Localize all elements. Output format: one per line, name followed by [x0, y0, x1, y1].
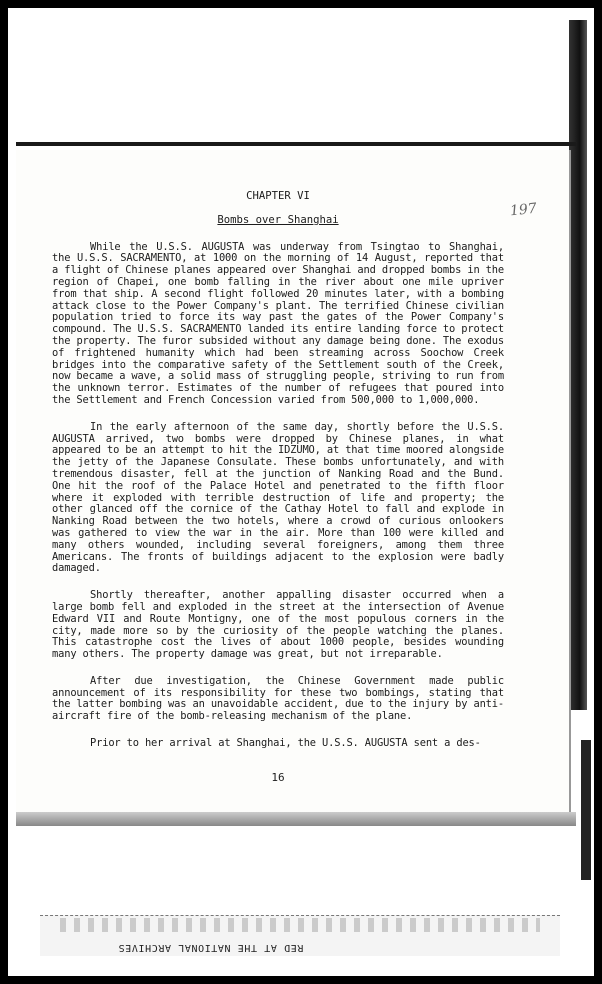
- paragraph: Shortly thereafter, another appalling disaster occurred when a large bomb fell and exploded in the street at the intersection of Avenue Edward VII and Route Montigny, one of the most populous corners in the city, made more so by the curiosity of the people watching the planes. This catastrophe cost the lives of about 1000 people, besides wounding many others. The property damage was great, but not irreparable.: [52, 589, 504, 661]
- previous-page-edge: [16, 142, 576, 146]
- chapter-heading: CHAPTER VI: [246, 190, 310, 202]
- binding-shadow: [569, 20, 587, 710]
- archive-stamp-marks: [60, 918, 540, 932]
- chapter-title: Bombs over Shanghai: [217, 213, 339, 226]
- paragraph-continued: Prior to her arrival at Shanghai, the U.S.S. AUGUSTA sent a des-: [90, 737, 481, 750]
- paragraph: In the early afternoon of the same day, shortly before the U.S.S. AUGUSTA arrived, two bombs were dropped by Chinese planes, in what appeared to be an attempt to hit the IDZUMO, at that time moored alongside the jetty of the Japanese Consulate. These bombs unfortunately, and with tremendous disaster, fell at the junction of Nanking Road and the Bund. One hit the roof of the Palace Hotel and penetrated to the fifth floor where it exploded with terrible destruction of life and property; the other glanced off the cornice of the Cathay Hotel to fall and explode in Nanking Road between the two hotels, where a crowd of curious onlookers was gathered to view the war in the air. More than 100 were killed and many others wounded, including several foreigners, among them three Americans. The fronts of buildings adjacent to the explosion were badly damaged.: [52, 420, 504, 575]
- paragraph: After due investigation, the Chinese Government made public announcement of its responsibility for these two bombings, stating that the latter bombing was an unavoidable accident, due to the injury by anti-aircraft fire of the bomb-releasing mechanism of the plane.: [52, 674, 504, 723]
- page-content: [52, 191, 504, 784]
- margin-annotation: 197: [509, 200, 538, 220]
- page-number: 16: [271, 770, 285, 784]
- page-bottom-edge: [16, 812, 576, 826]
- binding-shadow-lower: [581, 740, 591, 880]
- paragraph: While the U.S.S. AUGUSTA was underway from Tsingtao to Shanghai, the U.S.S. SACRAMENTO, at 1000 on the morning of 14 August, reported that a flight of Chinese planes appeared over Shanghai and dropped bombs in the region of Chapei, one bomb falling in the river about one mile upriver from that ship. A second flight followed 20 minutes later, with a bombing attack close to the Power Company's plant. The terrified Chinese civilian population tried to force its way past the gates of the Power Company's compound. The U.S.S. SACRAMENTO landed its entire landing force to protect the property. The furor subsided without any damage being done. The exodus of frightened humanity which had been streaming across Soochow Creek bridges into the comparative safety of the Settlement south of the Creek, now became a wave, a solid mass of struggling people, striving to run from the unknown terror. Estimates of the number of refugees that poured into the Settlement and French Concession varied from 500,000 to 1,000,000.: [52, 240, 504, 406]
- archive-stamp: RED AT THE NATIONAL ARCHIVES: [118, 942, 304, 953]
